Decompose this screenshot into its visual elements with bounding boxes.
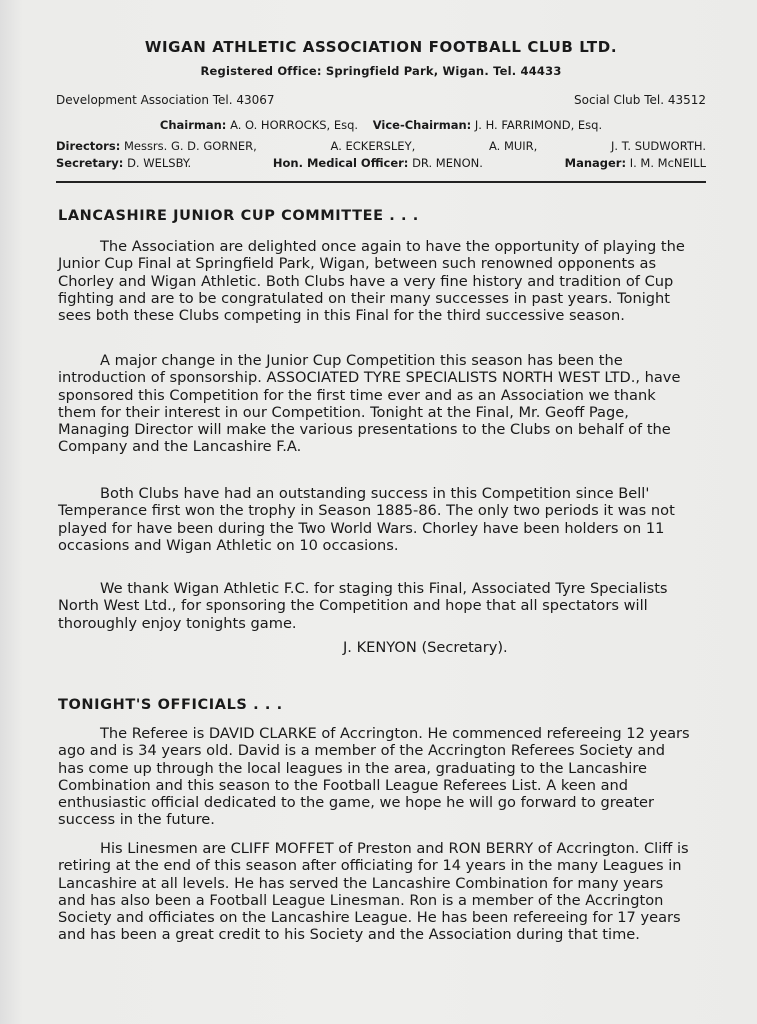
vice-chairman-name: J. H. FARRIMOND, Esq. <box>474 118 603 132</box>
committee-paragraph: We thank Wigan Athletic F.C. for staging this Final, Associated Tyre Specialists North West Ltd., for sponsoring the Competition and hope that all spectators will thoroughly enjoy tonights game. <box>58 580 668 632</box>
directors-row <box>56 139 706 153</box>
directors-label: Directors: <box>56 139 121 153</box>
social-tel: Social Club Tel. 43512 <box>574 93 706 107</box>
director-name: J. T. SUDWORTH. <box>611 139 706 153</box>
medical-officer-name: DR. MENON. <box>412 156 483 170</box>
secretary-signature: J. KENYON (Secretary). <box>343 639 508 656</box>
director-name: Messrs. G. D. GORNER, <box>123 139 257 153</box>
chairman-name: A. O. HORROCKS, Esq. <box>230 118 359 132</box>
header-divider <box>56 181 706 183</box>
committee-paragraph: The Association are delighted once again to have the opportunity of playing the Junior Cup Final at Springfield Park, Wigan, between such renowned opponents as Chorley and Wigan Athletic. Both Clubs have a very fine history and tradition of Cup fighting and are to be congratulated on their many successes in past years. Tonight sees both these Clubs competing in this Final for the third successive season. <box>58 238 685 325</box>
officials-paragraph: His Linesmen are CLIFF MOFFET of Preston and RON BERRY of Accrington. Cliff is retiring at the end of this season after officiating for 14 years in the many Leagues in Lancashire at all levels. He has served the Lancashire Combination for many years and has also been a Football League Linesman. Ron is a member of the Accrington Society and officiates on the Lancashire League. He has been refereeing for 17 years and has been a great credit to his Society and the Association during that time. <box>58 840 689 944</box>
vice-chairman-label: Vice-Chairman: <box>372 118 472 132</box>
officials-paragraph: The Referee is DAVID CLARKE of Accrington. He commenced refereeing 12 years ago and is 34 years old. David is a member of the Accrington Referees Society and has come up through the local leagues in the area, graduating to the Lancashire Combination and this season to the Football League Referees List. A keen and enthusiastic official dedicated to the game, we hope he will go forward to greater success in the future. <box>58 725 690 829</box>
registered-office: Registered Office: Springfield Park, Wigan. Tel. 44433 <box>200 64 562 78</box>
officials-heading: TONIGHT'S OFFICIALS . . . <box>58 697 283 713</box>
secretary-name: D. WELSBY. <box>127 156 192 170</box>
telephone-row <box>56 93 706 107</box>
director-name: A. MUIR, <box>488 139 538 153</box>
manager-label: Manager: <box>564 156 627 170</box>
committee-paragraph: Both Clubs have had an outstanding success in this Competition since Bell' Temperance first won the trophy in Season 1885-86. The only two periods it was not played for have been during the Two World Wars. Chorley have been holders on 11 occasions and Wigan Athletic on 10 occasions. <box>58 485 675 554</box>
medical-officer-label: Hon. Medical Officer: <box>272 156 409 170</box>
manager-name: I. M. McNEILL <box>629 156 706 170</box>
director-name: A. ECKERSLEY, <box>330 139 416 153</box>
secretary-label: Secretary: <box>56 156 124 170</box>
development-tel: Development Association Tel. 43067 <box>56 93 275 107</box>
officers-row <box>56 156 706 170</box>
club-name: WIGAN ATHLETIC ASSOCIATION FOOTBALL CLUB LTD. <box>144 38 618 56</box>
committee-heading: LANCASHIRE JUNIOR CUP COMMITTEE . . . <box>58 208 419 224</box>
committee-paragraph: A major change in the Junior Cup Competition this season has been the introduction of sponsorship. ASSOCIATED TYRE SPECIALISTS NORTH WEST LTD., have sponsored this Competition for the first time ever and as an Association we thank them for their interest in our Competition. Tonight at the Final, Mr. Geoff Page, Managing Director will make the various presentations to the Clubs on behalf of the Company and the Lancashire F.A. <box>58 352 681 456</box>
chairman-row <box>56 118 706 132</box>
chairman-label: Chairman: <box>159 118 227 132</box>
